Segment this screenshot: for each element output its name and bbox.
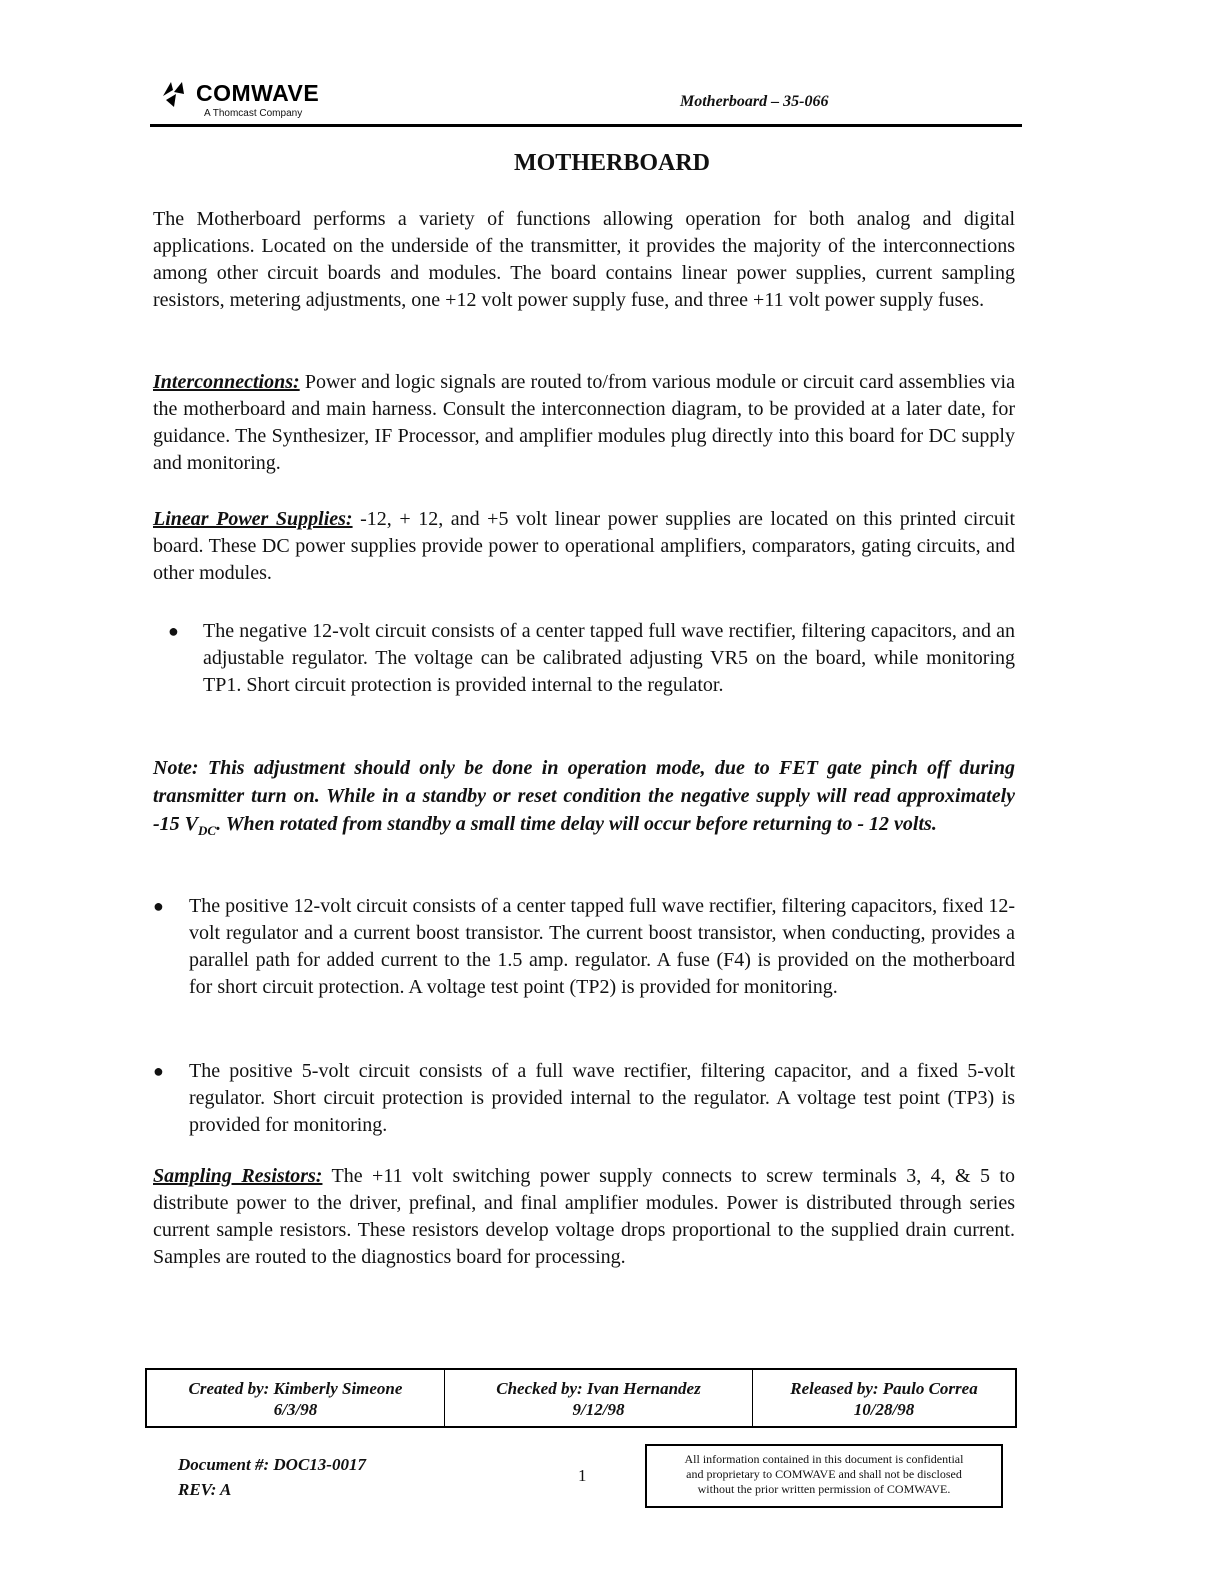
logo-tagline: A Thomcast Company [204, 108, 303, 119]
document-reference: Motherboard – 35-066 [680, 93, 829, 110]
intro-paragraph: The Motherboard performs a variety of functions allowing operation for both analog and digital applications. Located on the underside of the transmitter, it provides the majority of the interconnections among other circuit boards and modules. The board contains linear power supplies, current sampling resistors, metering adjustments, one +12 volt power supply fuse, and three +11 volt power supply fuses. [153, 208, 1015, 311]
page-number: 1 [578, 1466, 587, 1485]
page-title: MOTHERBOARD [513, 150, 710, 176]
document-number: Document #: DOC13-0017 [178, 1455, 366, 1474]
released-cell [753, 1370, 1015, 1426]
created-cell [147, 1370, 445, 1426]
calibration-note [153, 754, 1015, 845]
document-info [178, 1452, 366, 1502]
note-text-part1: Note: This adjustment should only be done in operation mode, due to FET gate pinch off during transmitter turn on. While in a standby or reset condition the negative supply will read approximately -15 V [153, 757, 1015, 835]
revision: REV: A [178, 1480, 232, 1499]
sampling-resistors-paragraph [153, 1163, 1015, 1271]
interconnections-text: Power and logic signals are routed to/from various module or circuit card assemblies via the motherboard and main harness. Consult the interconnection diagram, to be provided at a later date, for guidance. The Synthesizer, IF Processor, and amplifier modules plug directly into this board for DC supply and monitoring. [153, 371, 1015, 474]
checked-date: 9/12/98 [572, 1400, 625, 1419]
confidential-line-3: without the prior written permission of COMWAVE. [697, 1482, 951, 1496]
signoff-table [145, 1368, 1017, 1428]
bullet-icon: ● [168, 621, 179, 641]
header-divider [150, 124, 1022, 127]
confidential-line-2: and proprietary to COMWAVE and shall not be disclosed [686, 1467, 962, 1481]
bullet-text-pos12: The positive 12-volt circuit consists of a center tapped full wave rectifier, filtering capacitors, fixed 12-volt regulator and a current boost transistor. The current boost transistor, when conducting, provides a parallel path for added current to the 1.5 amp. regulator. A fuse (F4) is provided on the motherboard for short circuit protection. A voltage test point (TP2) is provided for monitoring. [189, 895, 1015, 998]
logo-wordmark: COMWAVE [196, 80, 320, 106]
bullet-icon: ● [153, 896, 164, 916]
linear-supplies-paragraph [153, 506, 1015, 587]
released-by: Released by: Paulo Correa [790, 1379, 978, 1398]
bullet-text-pos5: The positive 5-volt circuit consists of a full wave rectifier, filtering capacitor, and a fixed 5-volt regulator. Short circuit protection is provided internal to the regulator. A voltage test point (TP3) is provided for monitoring. [189, 1060, 1015, 1136]
linear-supplies-heading: Linear Power Supplies: [153, 508, 353, 530]
created-date: 6/3/98 [273, 1400, 318, 1419]
released-date: 10/28/98 [853, 1400, 915, 1419]
note-text-part2: . When rotated from standby a small time delay will occur before returning to - 12 volts. [216, 813, 937, 835]
interconnections-heading: Interconnections: [153, 371, 300, 393]
checked-cell [445, 1370, 753, 1426]
comwave-logo-icon [160, 80, 190, 108]
interconnections-paragraph [153, 369, 1015, 477]
sampling-resistors-heading: Sampling Resistors: [153, 1165, 323, 1187]
sampling-resistors-text: The +11 volt switching power supply connects to screw terminals 3, 4, & 5 to distribute power to the driver, prefinal, and final amplifier modules. Power is distributed through series current sample resistors. These resistors develop voltage drops proportional to the supplied drain current. Samples are routed to the diagnostics board for processing. [153, 1165, 1015, 1268]
list-item [153, 893, 1015, 1033]
checked-by: Checked by: Ivan Hernandez [496, 1379, 701, 1398]
list-item [168, 618, 1018, 728]
linear-supplies-text: -12, + 12, and +5 volt linear power supplies are located on this printed circuit board. These DC power supplies provide power to operational amplifiers, comparators, gating circuits, and other modules. [153, 508, 1016, 584]
created-by: Created by: Kimberly Simeone [188, 1379, 403, 1398]
company-logo [160, 80, 360, 122]
bullet-icon: ● [153, 1061, 164, 1081]
confidentiality-notice [645, 1444, 1003, 1508]
confidential-line-1: All information contained in this document is confidential [684, 1452, 964, 1466]
list-item [153, 1058, 1015, 1143]
note-subscript: DC [198, 823, 217, 838]
bullet-text-neg12: The negative 12-volt circuit consists of a center tapped full wave rectifier, filtering capacitors, and an adjustable regulator. The voltage can be calibrated adjusting VR5 on the board, while monitoring TP1. Short circuit protection is provided internal to the regulator. [203, 620, 1015, 696]
